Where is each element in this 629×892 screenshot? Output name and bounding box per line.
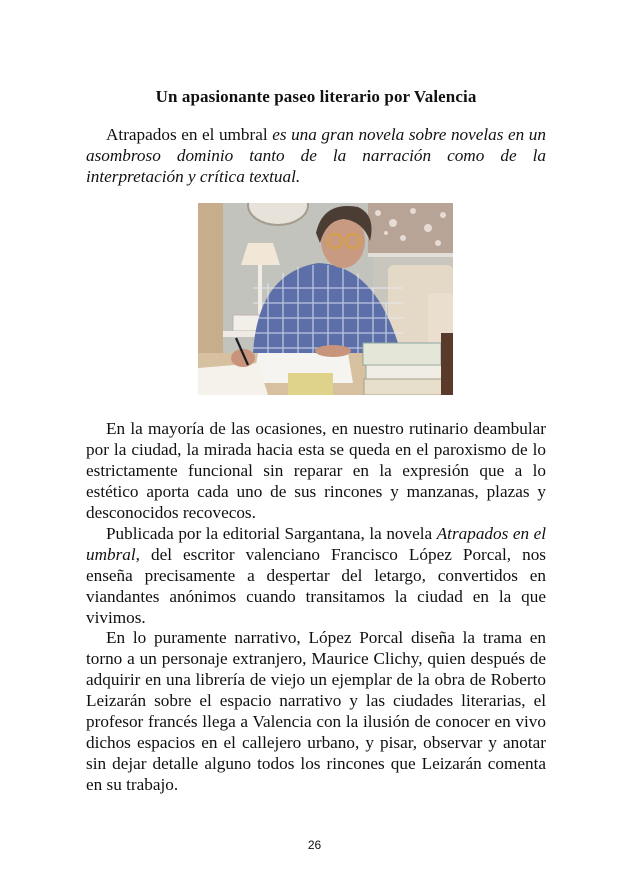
author-photo	[198, 203, 453, 395]
text-segment: En la mayoría de las ocasiones, en nuestro rutinario deambular por la ciudad, la mirada hacia esta se queda en el paroxismo de lo estrictamente funcional sin reparar en la expresión que a lo estético aporta cada uno de sus rincones y manzanas, plazas y desconocidos recovecos.	[86, 419, 546, 522]
resting-hand	[315, 345, 351, 357]
text-segment: Publicada por la editorial Sargantana, la novela	[106, 524, 437, 543]
article-title: Un apasionante paseo literario por Valencia	[155, 87, 477, 106]
paragraph-ciudad	[86, 418, 546, 523]
papers	[198, 363, 268, 395]
italic-text-segment: Atrapados en el umbral	[86, 524, 547, 564]
paragraph-publicacion	[86, 523, 546, 628]
book-stack-top	[363, 343, 441, 365]
paragraph-trama	[86, 627, 546, 795]
text-segment: En lo puramente narrativo, López Porcal diseña la trama en torno a un personaje extranjero, Maurice Clichy, quien después de adquirir en una librería de viejo un ejemplar de la obra de Roberto Leizarán sobre el espacio narrativo y las ciudades literarias, el profesor francés llega a Valencia con la ilusión de conocer en vivo dichos espacios en el callejero urbano, y pisar, observar y anotar sin dejar detalle alguno todos los rincones que Leizarán comenta en su trabajo.	[86, 628, 546, 794]
italic-text-segment: es una gran novela sobre novelas en un asombroso dominio tanto de la narración como de la interpretación y crítica textual.	[86, 125, 546, 186]
page-number: 26	[307, 838, 322, 852]
small-book	[288, 373, 333, 395]
author-photo-illustration	[198, 203, 453, 395]
text-segment: Atrapados en el umbral	[106, 125, 273, 144]
text-segment: , del escritor valenciano Francisco López Porcal, nos enseña precisamente a despertar del letargo, convertidos en viandantes anónimos cuando transitamos la ciudad en la que vivimos.	[86, 545, 546, 627]
paragraph-intro	[86, 124, 546, 187]
